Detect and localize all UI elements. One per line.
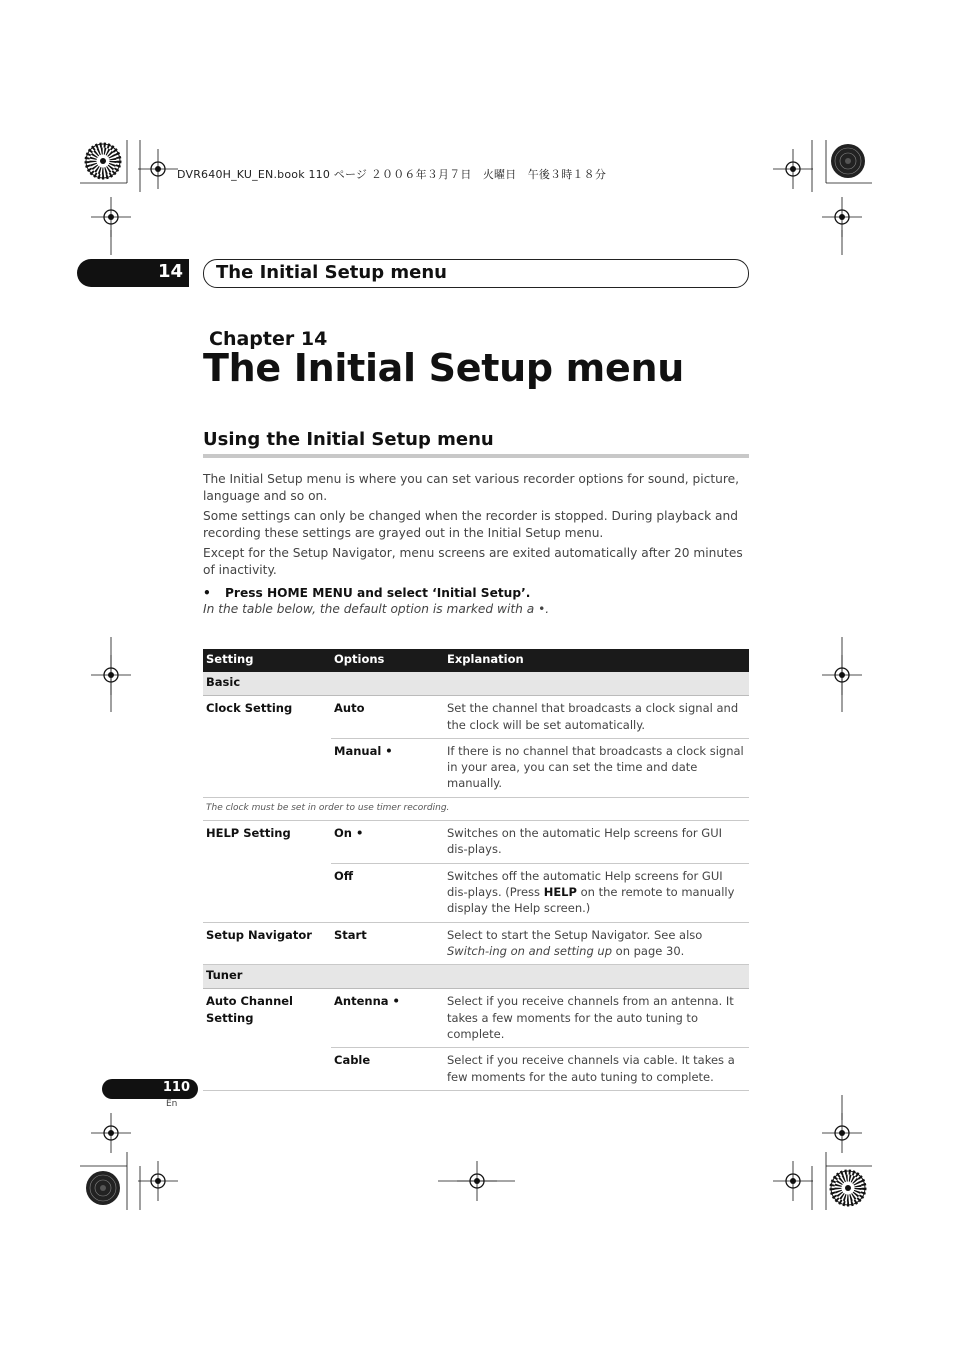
page-number-tab — [102, 1079, 198, 1099]
footnote-cell: The clock must be set in order to use timer recording. — [203, 797, 749, 820]
crosshair-mark-icon — [91, 1113, 131, 1153]
language-code: En — [166, 1099, 178, 1109]
table-header-row — [203, 649, 749, 672]
explanation-cell: Select if you receive channels from an antenna. It takes a few moments for the auto tuning to complete. — [444, 989, 749, 1048]
explanation-cell: Set the channel that broadcasts a clock signal and the clock will be set automatically. — [444, 696, 749, 739]
group-row-tuner — [203, 965, 749, 989]
setting-cell — [203, 863, 331, 922]
intro-paragraph: Except for the Setup Navigator, menu screens are exited automatically after 20 minutes of inactivity. — [203, 546, 743, 577]
setting-cell: HELP Setting — [206, 826, 291, 841]
group-row-basic — [203, 672, 749, 696]
bullet-icon: • — [203, 586, 211, 600]
table-row — [203, 922, 749, 965]
explanation-cell — [444, 863, 749, 922]
setting-cell — [203, 1048, 331, 1091]
cross-reference: Switch-ing on and setting up — [447, 943, 612, 958]
initial-setup-table — [203, 649, 749, 1091]
explanation-text: on page 30. — [612, 943, 685, 958]
starburst-mark-icon — [86, 144, 120, 178]
instruction-step — [203, 586, 530, 600]
setting-cell: Clock Setting — [206, 701, 293, 716]
option-cell: Off — [331, 863, 444, 922]
table-row — [203, 863, 749, 922]
option-cell: Start — [331, 922, 444, 965]
explanation-text: on the remote to manually display the Help screen.) — [447, 884, 735, 916]
table-row — [203, 1048, 749, 1091]
chapter-number: 14 — [157, 261, 183, 282]
group-label: Tuner — [203, 965, 749, 989]
intro-paragraph: The Initial Setup menu is where you can set various recorder options for sound, picture, language and so on. — [203, 472, 739, 503]
option-cell: Antenna • — [331, 989, 444, 1048]
running-header-title: The Initial Setup menu — [216, 262, 447, 283]
explanation-cell — [444, 922, 749, 965]
crosshair-mark-icon — [138, 149, 178, 189]
group-label: Basic — [203, 672, 749, 696]
intro-paragraph: Some settings can only be changed when the recorder is stopped. During playback and recording these settings are grayed out in the Initial Setup menu. — [203, 509, 738, 540]
table-row — [203, 738, 749, 797]
help-key-label: HELP — [543, 884, 577, 899]
setting-cell: Setup Navigator — [203, 922, 331, 965]
option-cell: Auto — [331, 696, 444, 739]
explanation-text: Switches off the automatic Help screens for GUI dis-plays. (Press — [447, 868, 723, 899]
chapter-number-tab — [77, 259, 189, 287]
crosshair-mark-icon — [138, 1161, 178, 1201]
explanation-cell: Switches on the automatic Help screens for GUI dis-plays. — [444, 821, 749, 864]
chapter-title: The Initial Setup menu — [203, 346, 684, 390]
page-number: 110 — [162, 1080, 190, 1095]
file-info: DVR640H_KU_EN.book 110 ページ ２００６年３月７日 火曜日 午後３時１８分 — [177, 168, 607, 181]
option-cell: On • — [331, 821, 444, 864]
table-row — [203, 989, 749, 1048]
explanation-cell: If there is no channel that broadcasts a clock signal in your area, you can set the time and date manually. — [444, 738, 749, 797]
table-footnote-row — [203, 797, 749, 820]
dark-starburst-mark-icon — [831, 144, 865, 178]
dark-starburst-mark-icon — [86, 1171, 120, 1205]
setting-cell: Auto Channel Setting — [206, 994, 293, 1025]
section-divider — [203, 454, 749, 458]
section-title: Using the Initial Setup menu — [203, 429, 494, 450]
explanation-cell: Select if you receive channels via cable. It takes a few moments for the auto tuning to complete. — [444, 1048, 749, 1091]
option-cell: Manual • — [331, 738, 444, 797]
table-row — [203, 821, 749, 864]
explanation-text: Select to start the Setup Navigator. See also — [447, 927, 703, 942]
instruction-text: Press HOME MENU and select ‘Initial Setup’. — [225, 586, 531, 600]
column-header-explanation: Explanation — [444, 649, 749, 672]
crosshair-mark-icon — [773, 1161, 813, 1201]
starburst-mark-icon — [831, 1171, 865, 1205]
option-cell: Cable — [331, 1048, 444, 1091]
table-row — [203, 696, 749, 739]
crosshair-mark-icon — [773, 149, 813, 189]
default-note: In the table below, the default option is marked with a •. — [203, 602, 550, 616]
chapter-label: Chapter 14 — [209, 328, 328, 350]
setting-cell — [203, 738, 331, 797]
column-header-setting: Setting — [203, 649, 331, 672]
column-header-options: Options — [331, 649, 444, 672]
running-header — [203, 259, 749, 288]
